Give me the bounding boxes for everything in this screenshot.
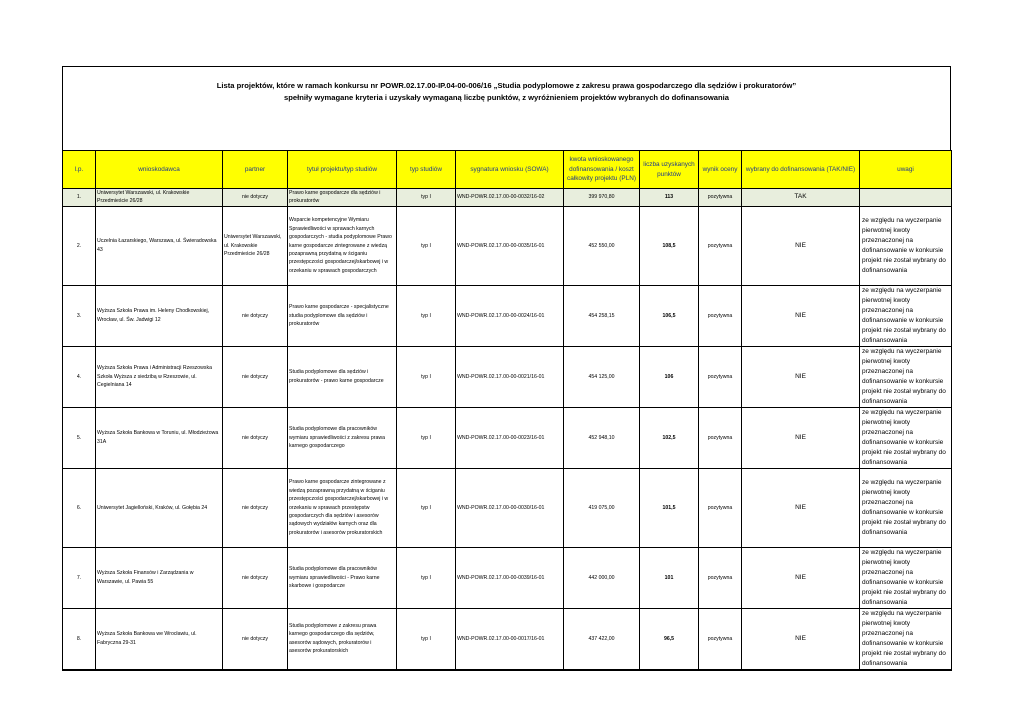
cell-points: 102,5	[640, 407, 699, 468]
cell-points: 108,5	[640, 206, 699, 285]
cell-partner: nie dotyczy	[223, 285, 288, 346]
cell-title: Wsparcie kompetencyjne Wymiaru Sprawiedliwości w sprawach karnych gospodarczych - studia podyplomowe Prawo karne gospodarcze zintegrowane z wiedzą pozaprawną przydatną w ściganiu przestępczości gospodarczej/skarbowej i w orzekaniu w sprawach gospodarczych	[288, 206, 397, 285]
cell-signature: WND-POWR.02.17.00-00-0039/16-01	[456, 547, 564, 608]
header-remarks: uwagi	[860, 151, 952, 189]
cell-applicant: Wyższa Szkoła Bankowa w Toruniu, ul. Młodzieżowa 31A	[96, 407, 223, 468]
cell-remarks: ze względu na wyczerpanie pierwotnej kwoty przeznaczonej na dofinansowanie w konkursie projekt nie został wybrany do dofinansowania	[860, 608, 952, 670]
cell-points: 106,5	[640, 285, 699, 346]
cell-title: Studia podyplomowe dla pracowników wymiaru sprawiedliwości z zakresu prawa karnego gospodarczego	[288, 407, 397, 468]
table-row	[63, 189, 952, 207]
cell-result: pozytywna	[699, 346, 742, 407]
header-lp: l.p.	[63, 151, 96, 189]
cell-remarks: ze względu na wyczerpanie pierwotnej kwoty przeznaczonej na dofinansowanie w konkursie projekt nie został wybrany do dofinansowania	[860, 206, 952, 285]
cell-type: typ I	[397, 468, 456, 547]
cell-result: pozytywna	[699, 206, 742, 285]
cell-amount: 419 075,00	[564, 468, 640, 547]
cell-remarks	[860, 189, 952, 207]
header-amount: kwota wnioskowanego dofinansowania / koszt całkowity projektu (PLN)	[564, 151, 640, 189]
cell-selected: NIE	[742, 468, 860, 547]
cell-applicant: Wyższa Szkoła Bankowa we Wrocławiu, ul. Fabryczna 29-31	[96, 608, 223, 670]
cell-selected: TAK	[742, 189, 860, 207]
title-line-2: spełniły wymagane kryteria i uzyskały wymaganą liczbę punktów, z wyróżnieniem projektów wybranych do dofinansowania	[284, 92, 729, 102]
project-list-sheet	[62, 66, 951, 671]
header-applicant: wnioskodawca	[96, 151, 223, 189]
cell-applicant: Wyższa Szkoła Prawa i Administracji Rzeszowska Szkoła Wyższa z siedzibą w Rzeszowie, ul. Cegielniana 14	[96, 346, 223, 407]
cell-signature: WND-POWR.02.17.00-00-0023/16-01	[456, 407, 564, 468]
cell-amount: 399 970,80	[564, 189, 640, 207]
cell-partner: Uniwersytet Warszawski, ul. Krakowskie Przedmieście 26/28	[223, 206, 288, 285]
cell-remarks: ze względu na wyczerpanie pierwotnej kwoty przeznaczonej na dofinansowanie w konkursie projekt nie został wybrany do dofinansowania	[860, 285, 952, 346]
cell-selected: NIE	[742, 285, 860, 346]
cell-points: 106	[640, 346, 699, 407]
cell-title: Prawo karne gospodarcze zintegrowane z wiedzą pozaprawną przydatną w ściganiu przestępczości gospodarczej/skarbowej i w orzekaniu w sprawach przestępstw gospodarczych dla sędziów i asesorów sądowych wydziałów karnych oraz dla prokuratorów i asesorów prokuratorskich	[288, 468, 397, 547]
cell-signature: WND-POWR.02.17.00-00-0021/16-01	[456, 346, 564, 407]
cell-lp: 2.	[63, 206, 96, 285]
document-title	[62, 66, 951, 116]
cell-amount: 454 258,15	[564, 285, 640, 346]
cell-type: typ I	[397, 547, 456, 608]
cell-selected: NIE	[742, 608, 860, 670]
cell-partner: nie dotyczy	[223, 189, 288, 207]
cell-selected: NIE	[742, 206, 860, 285]
cell-signature: WND-POWR.02.17.00-00-0017/16-01	[456, 608, 564, 670]
cell-signature: WND-POWR.02.17.00-00-0030/16-01	[456, 468, 564, 547]
cell-applicant: Uniwersytet Jagielloński, Kraków, ul. Gołębia 24	[96, 468, 223, 547]
cell-title: Studia podyplomowe dla pracowników wymiaru sprawiedliwości - Prawo karne skarbowe i gospodarcze	[288, 547, 397, 608]
title-spacer	[62, 116, 951, 150]
cell-result: pozytywna	[699, 608, 742, 670]
cell-remarks: ze względu na wyczerpanie pierwotnej kwoty przeznaczonej na dofinansowanie w konkursie projekt nie został wybrany do dofinansowania	[860, 468, 952, 547]
cell-lp: 4.	[63, 346, 96, 407]
cell-points: 96,5	[640, 608, 699, 670]
table-row	[63, 346, 952, 407]
cell-signature: WND-POWR.02.17.00-00-0024/16-01	[456, 285, 564, 346]
cell-amount: 452 948,10	[564, 407, 640, 468]
cell-result: pozytywna	[699, 468, 742, 547]
cell-signature: WND-POWR.02.17.00-00-0035/16-01	[456, 206, 564, 285]
projects-table	[62, 150, 952, 671]
cell-result: pozytywna	[699, 189, 742, 207]
cell-title: Prawo karne gospodarcze - specjalistyczne studia podyplomowe dla sędziów i prokuratorów	[288, 285, 397, 346]
table-row	[63, 206, 952, 285]
cell-type: typ I	[397, 608, 456, 670]
cell-points: 113	[640, 189, 699, 207]
cell-applicant: Uniwersytet Warszawski, ul. Krakowskie Przedmieście 26/28	[96, 189, 223, 207]
cell-selected: NIE	[742, 547, 860, 608]
cell-amount: 437 422,00	[564, 608, 640, 670]
cell-result: pozytywna	[699, 547, 742, 608]
cell-amount: 454 125,00	[564, 346, 640, 407]
cell-result: pozytywna	[699, 407, 742, 468]
cell-remarks: ze względu na wyczerpanie pierwotnej kwoty przeznaczonej na dofinansowanie w konkursie projekt nie został wybrany do dofinansowania	[860, 346, 952, 407]
cell-lp: 8.	[63, 608, 96, 670]
header-title: tytuł projektu/typ studiów	[288, 151, 397, 189]
cell-title: Studia podyplomowe z zakresu prawa karnego gospodarczego dla sędziów, asesorów sądowych, prokuratorów i asesorów prokuratorskich	[288, 608, 397, 670]
table-row	[63, 285, 952, 346]
table-header	[63, 151, 952, 189]
header-points: liczba uzyskanych punktów	[640, 151, 699, 189]
cell-remarks: ze względu na wyczerpanie pierwotnej kwoty przeznaczonej na dofinansowanie w konkursie projekt nie został wybrany do dofinansowania	[860, 407, 952, 468]
table-row	[63, 547, 952, 608]
cell-applicant: Uczelnia Łazarskiego, Warszawa, ul. Świeradowska 43	[96, 206, 223, 285]
cell-type: typ I	[397, 285, 456, 346]
header-partner: partner	[223, 151, 288, 189]
cell-result: pozytywna	[699, 285, 742, 346]
table-body	[63, 189, 952, 670]
cell-applicant: Wyższa Szkoła Finansów i Zarządzania w Warszawie, ul. Pawia 55	[96, 547, 223, 608]
cell-lp: 5.	[63, 407, 96, 468]
cell-applicant: Wyższa Szkoła Prawa im. Heleny Chodkowskiej, Wrocław, ul. Św. Jadwigi 12	[96, 285, 223, 346]
cell-title: Prawo karne gospodarcze dla sędziów i prokuratorów	[288, 189, 397, 207]
cell-amount: 452 550,00	[564, 206, 640, 285]
cell-points: 101,5	[640, 468, 699, 547]
cell-title: Studia podyplomowe dla sędziów i prokuratorów - prawo karne gospodarcze	[288, 346, 397, 407]
cell-signature: WND-POWR.02.17.00-00-0032/16-02	[456, 189, 564, 207]
cell-type: typ I	[397, 407, 456, 468]
cell-partner: nie dotyczy	[223, 407, 288, 468]
header-result: wynik oceny	[699, 151, 742, 189]
table-row	[63, 468, 952, 547]
cell-lp: 1.	[63, 189, 96, 207]
table-row	[63, 407, 952, 468]
header-type: typ studiów	[397, 151, 456, 189]
cell-type: typ I	[397, 346, 456, 407]
cell-type: typ I	[397, 189, 456, 207]
cell-partner: nie dotyczy	[223, 346, 288, 407]
cell-partner: nie dotyczy	[223, 468, 288, 547]
header-signature: sygnatura wniosku (SOWA)	[456, 151, 564, 189]
cell-lp: 6.	[63, 468, 96, 547]
cell-amount: 442 000,00	[564, 547, 640, 608]
header-selected: wybrany do dofinansowania (TAK/NIE)	[742, 151, 860, 189]
cell-partner: nie dotyczy	[223, 547, 288, 608]
cell-selected: NIE	[742, 346, 860, 407]
title-line-1: Lista projektów, które w ramach konkursu nr POWR.02.17.00-IP.04-00-006/16 „Studia podyplomowe z zakresu prawa gospodarczego dla sędziów i prokuratorów”	[216, 80, 797, 90]
cell-lp: 3.	[63, 285, 96, 346]
cell-lp: 7.	[63, 547, 96, 608]
cell-partner: nie dotyczy	[223, 608, 288, 670]
cell-type: typ I	[397, 206, 456, 285]
cell-points: 101	[640, 547, 699, 608]
cell-remarks: ze względu na wyczerpanie pierwotnej kwoty przeznaczonej na dofinansowanie w konkursie projekt nie został wybrany do dofinansowania	[860, 547, 952, 608]
table-row	[63, 608, 952, 670]
cell-selected: NIE	[742, 407, 860, 468]
